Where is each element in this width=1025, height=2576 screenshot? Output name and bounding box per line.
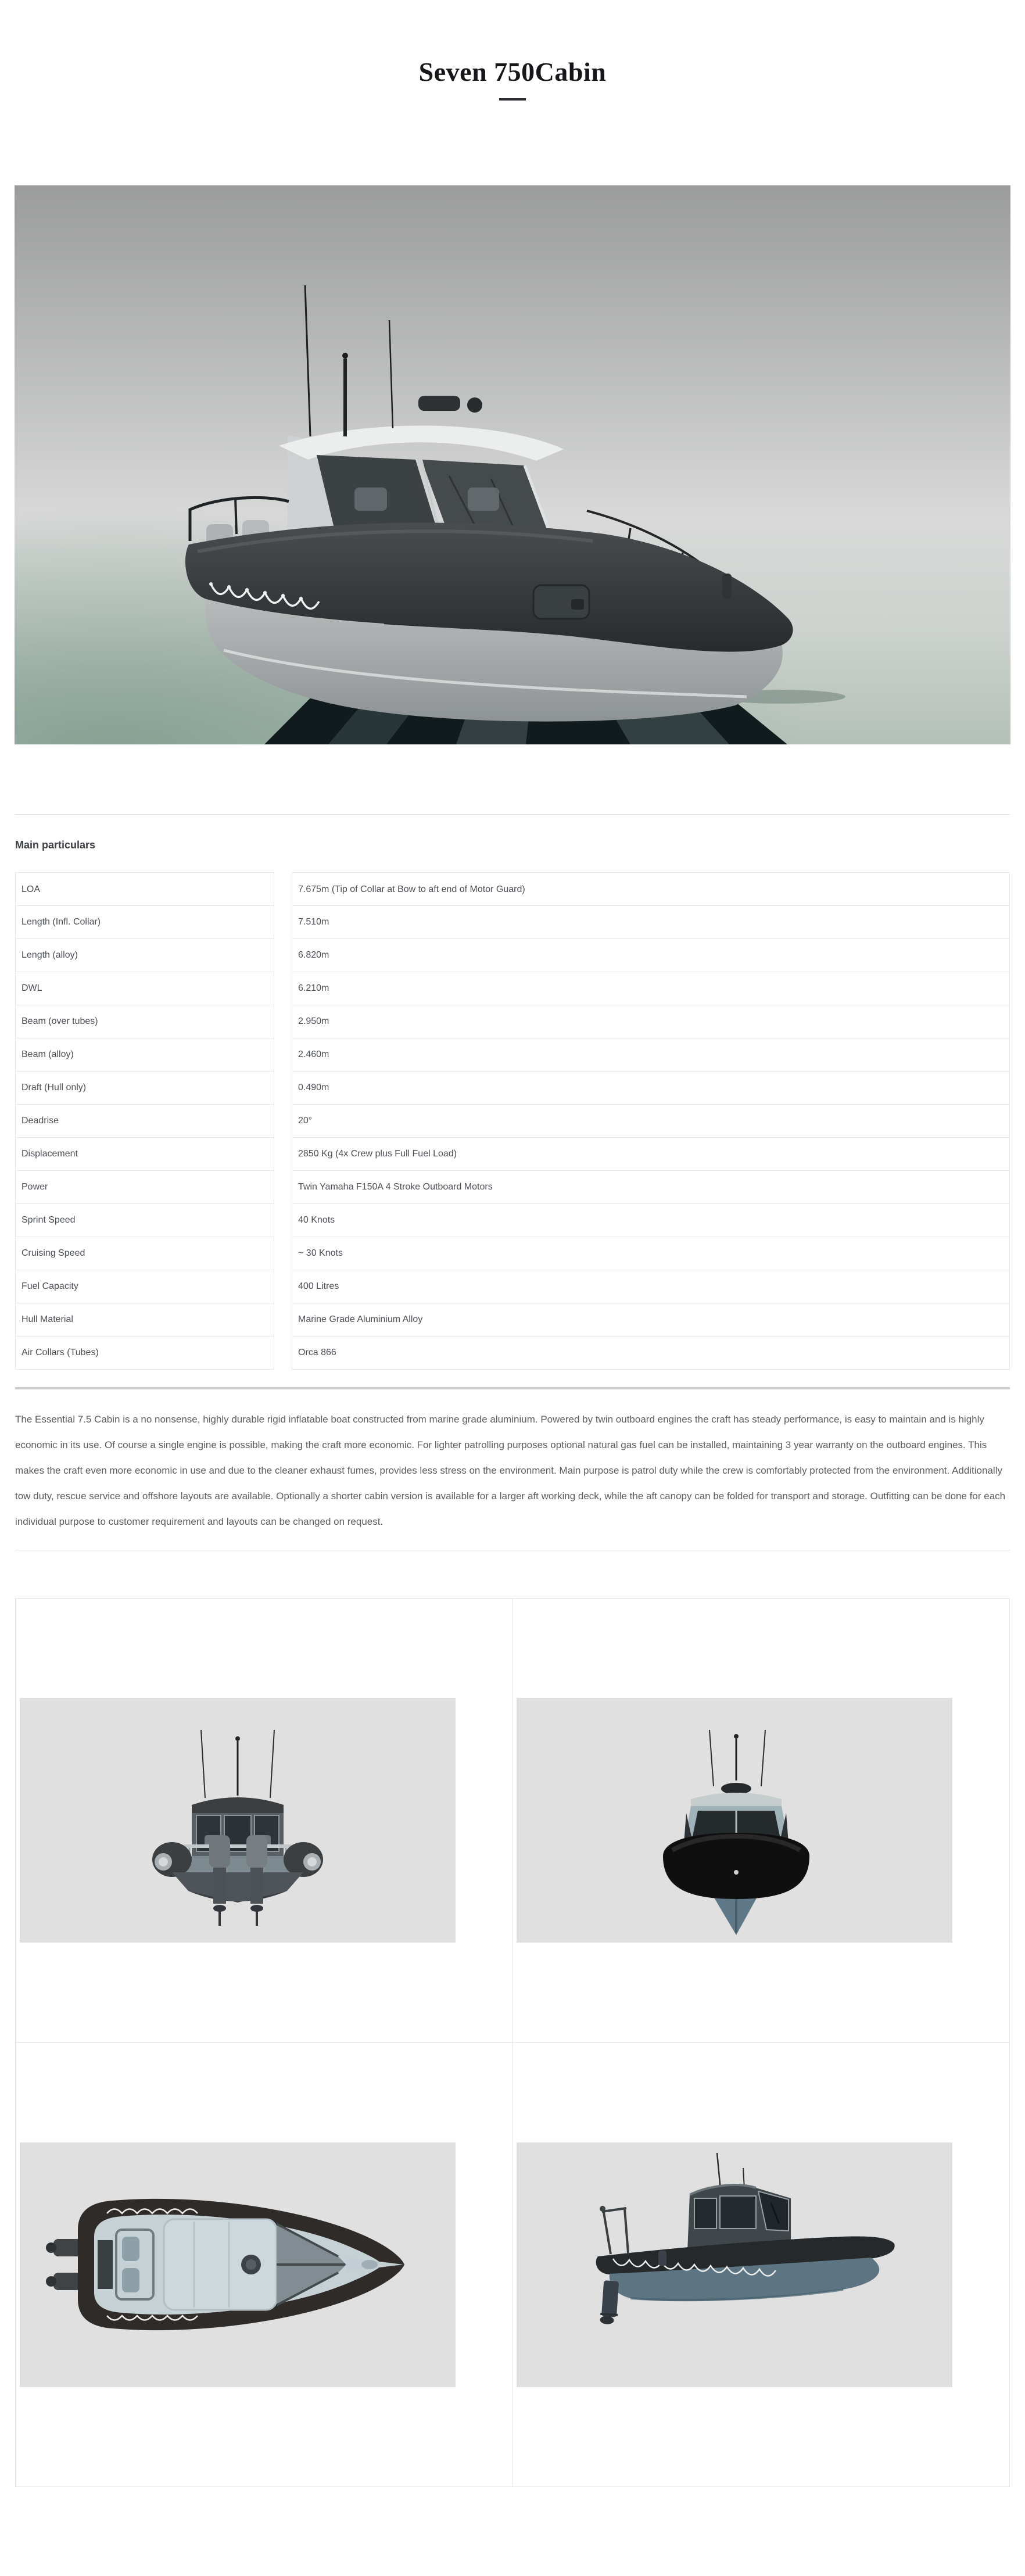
spec-gap bbox=[274, 1105, 292, 1138]
specs-heading: Main particulars bbox=[15, 839, 96, 851]
spec-row bbox=[15, 1072, 1010, 1105]
image-gallery bbox=[15, 1598, 1010, 2487]
spec-row bbox=[15, 939, 1010, 972]
specs-table bbox=[15, 872, 1010, 1370]
spec-row bbox=[15, 1138, 1010, 1171]
spec-gap bbox=[274, 872, 292, 906]
spec-gap bbox=[274, 1270, 292, 1303]
title-divider bbox=[499, 98, 526, 101]
spec-row bbox=[15, 1204, 1010, 1237]
spec-gap bbox=[274, 972, 292, 1005]
spec-gap bbox=[274, 1171, 292, 1204]
spec-label: Power bbox=[15, 1171, 274, 1204]
spec-value: 40 Knots bbox=[292, 1204, 1010, 1237]
spec-value: Orca 866 bbox=[292, 1337, 1010, 1370]
spec-label: LOA bbox=[15, 872, 274, 906]
spec-value: 6.820m bbox=[292, 939, 1010, 972]
gallery-image-top-view[interactable] bbox=[20, 2143, 456, 2387]
spec-label: DWL bbox=[15, 972, 274, 1005]
spec-gap bbox=[274, 939, 292, 972]
spec-value: ~ 30 Knots bbox=[292, 1237, 1010, 1270]
gallery-image-stern-view[interactable] bbox=[20, 1698, 456, 1943]
spec-label: Cruising Speed bbox=[15, 1237, 274, 1270]
gallery-image-bow-view[interactable] bbox=[517, 1698, 952, 1943]
spec-row bbox=[15, 1303, 1010, 1337]
spec-gap bbox=[274, 1005, 292, 1038]
spec-value: 2850 Kg (4x Crew plus Full Fuel Load) bbox=[292, 1138, 1010, 1171]
spec-label: Displacement bbox=[15, 1138, 274, 1171]
spec-value: 6.210m bbox=[292, 972, 1010, 1005]
spec-value: Twin Yamaha F150A 4 Stroke Outboard Motors bbox=[292, 1171, 1010, 1204]
spec-row bbox=[15, 972, 1010, 1005]
spec-value: 0.490m bbox=[292, 1072, 1010, 1105]
spec-value: 400 Litres bbox=[292, 1270, 1010, 1303]
section-divider-thick bbox=[15, 1387, 1010, 1389]
spec-gap bbox=[274, 1138, 292, 1171]
page-title: Seven 750Cabin bbox=[418, 57, 607, 87]
spec-label: Length (Infl. Collar) bbox=[15, 906, 274, 939]
spec-value: 20° bbox=[292, 1105, 1010, 1138]
spec-row bbox=[15, 1270, 1010, 1303]
spec-label: Draft (Hull only) bbox=[15, 1072, 274, 1105]
bow-view-boat-icon bbox=[517, 1698, 952, 1943]
spec-label: Beam (alloy) bbox=[15, 1038, 274, 1072]
spec-row bbox=[15, 1171, 1010, 1204]
gallery-cell bbox=[16, 1599, 512, 2043]
spec-row bbox=[15, 1337, 1010, 1370]
spec-value: 2.460m bbox=[292, 1038, 1010, 1072]
spec-value: Marine Grade Aluminium Alloy bbox=[292, 1303, 1010, 1337]
spec-gap bbox=[274, 906, 292, 939]
gallery-cell bbox=[512, 2043, 1009, 2487]
spec-row bbox=[15, 906, 1010, 939]
spec-label: Hull Material bbox=[15, 1303, 274, 1337]
spec-gap bbox=[274, 1237, 292, 1270]
spec-label: Length (alloy) bbox=[15, 939, 274, 972]
spec-label: Air Collars (Tubes) bbox=[15, 1337, 274, 1370]
spec-label: Beam (over tubes) bbox=[15, 1005, 274, 1038]
top-view-boat-icon bbox=[20, 2143, 456, 2387]
spec-gap bbox=[274, 1204, 292, 1237]
side-view-boat-icon bbox=[517, 2143, 952, 2387]
spec-row bbox=[15, 1237, 1010, 1270]
gallery-cell bbox=[512, 1599, 1009, 2043]
spec-gap bbox=[274, 1337, 292, 1370]
section-divider-top bbox=[15, 814, 1010, 815]
spec-value: 7.675m (Tip of Collar at Bow to aft end of Motor Guard) bbox=[292, 872, 1010, 906]
page bbox=[15, 56, 1010, 101]
spec-gap bbox=[274, 1038, 292, 1072]
bottom-spacer bbox=[15, 2487, 1010, 2515]
stern-view-boat-icon bbox=[20, 1698, 456, 1943]
spec-label: Deadrise bbox=[15, 1105, 274, 1138]
boat-3d-render-icon bbox=[15, 185, 1010, 744]
spec-label: Sprint Speed bbox=[15, 1204, 274, 1237]
spec-value: 7.510m bbox=[292, 906, 1010, 939]
spec-gap bbox=[274, 1072, 292, 1105]
spec-gap bbox=[274, 1303, 292, 1337]
spec-row bbox=[15, 1038, 1010, 1072]
gallery-image-side-view[interactable] bbox=[517, 2143, 952, 2387]
gallery-cell bbox=[16, 2043, 512, 2487]
hero-image bbox=[15, 185, 1010, 744]
spec-row bbox=[15, 1105, 1010, 1138]
spec-value: 2.950m bbox=[292, 1005, 1010, 1038]
product-description: The Essential 7.5 Cabin is a no nonsense, highly durable rigid inflatable boat constructed from marine grade aluminium. Powered by twin outboard engines the craft has steady performance, is easy to maintain and is highly economic in its use. Of course a single engine is possible, making the craft more economic. For lighter patrolling purposes optional natural gas fuel can be installed, maintaining 3 year warranty on the outboard engines. This makes the craft even more economic in use and due to the cleaner exhaust fumes, provides less stress on the environment. Main purpose is patrol duty while the crew is comfortably protected from the environment. Additionally tow duty, rescue service and offshore layouts are available. Optionally a shorter cabin version is available for a larger aft working deck, while the aft canopy can be folded for transport and storage. Outfitting can be done for each individual purpose to customer requirement and layouts can be changed on request. bbox=[15, 1414, 1006, 1528]
spec-row bbox=[15, 1005, 1010, 1038]
spec-label: Fuel Capacity bbox=[15, 1270, 274, 1303]
spec-row bbox=[15, 872, 1010, 906]
